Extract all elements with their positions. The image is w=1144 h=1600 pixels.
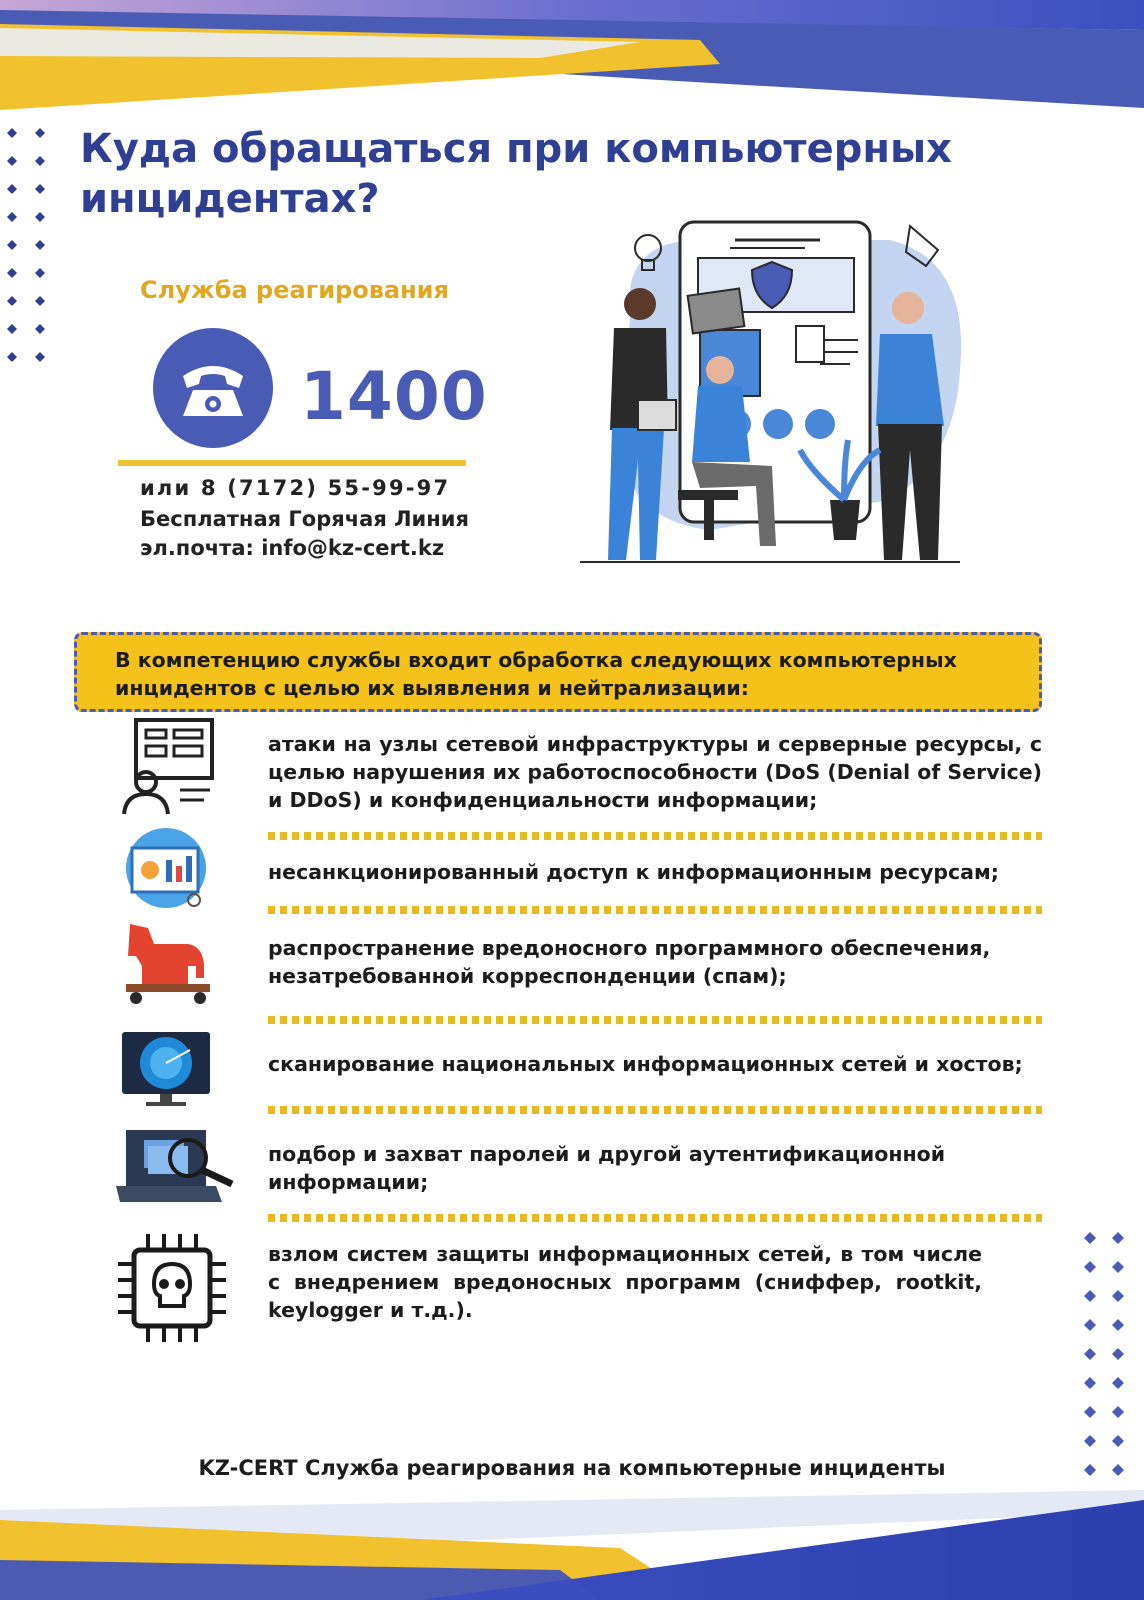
- dotted-divider: [268, 1016, 1042, 1024]
- phone-icon: [153, 328, 273, 448]
- incident-item-6: взлом систем защиты информационных сетей, в том числе с внедрением вредоносных программ (сниффер, rootkit, keylogger и т.д.).: [268, 1242, 982, 1322]
- service-label: Служба реагирования: [140, 276, 449, 304]
- incident-item-5: подбор и захват паролей и другой аутентификационной информации;: [268, 1142, 946, 1194]
- network-admin-icon: [118, 716, 218, 816]
- diamond-pattern-right: [1080, 1232, 1136, 1482]
- radar-monitor-icon: [118, 1030, 218, 1108]
- dotted-divider: [268, 832, 1042, 840]
- competence-box: В компетенцию службы входит обработка следующих компьютерных инцидентов с целью их выявления и нейтрализации:: [74, 632, 1042, 712]
- incident-item-4: сканирование национальных информационных сетей и хостов;: [268, 1052, 1023, 1076]
- incident-item-1: атаки на узлы сетевой инфраструктуры и серверные ресурсы, с целью нарушения их работоспособности (DoS (Denial of Service) и DDoS) и конфиденциальности информации;: [268, 732, 1043, 812]
- incident-item-2: несанкционированный доступ к информационным ресурсам;: [268, 860, 999, 884]
- dotted-divider: [268, 1106, 1042, 1114]
- diamond-pattern-left: [0, 128, 56, 378]
- divider: [118, 460, 466, 466]
- skull-chip-icon: [114, 1230, 230, 1346]
- hotline-number[interactable]: 1400: [300, 358, 488, 435]
- dotted-divider: [268, 1214, 1042, 1222]
- incident-item-3: распространение вредоносного программного обеспечения, незатребованной корреспонденции (спам);: [268, 936, 991, 988]
- hotline-label: Бесплатная Горячая Линия: [140, 507, 469, 531]
- dotted-divider: [268, 906, 1042, 914]
- team-illustration: [560, 200, 980, 590]
- page-title: Куда обращаться при компьютерных инцидентах?: [80, 126, 952, 222]
- email-contact[interactable]: эл.почта: info@kz-cert.kz: [140, 536, 445, 560]
- laptop-search-icon: [114, 1126, 238, 1214]
- trojan-horse-icon: [118, 918, 214, 1006]
- alt-phone[interactable]: или 8 (7172) 55-99-97: [140, 476, 451, 500]
- dashboard-monitor-icon: [118, 826, 214, 912]
- footer-caption: KZ-CERT Служба реагирования на компьютерные инциденты: [198, 1456, 946, 1480]
